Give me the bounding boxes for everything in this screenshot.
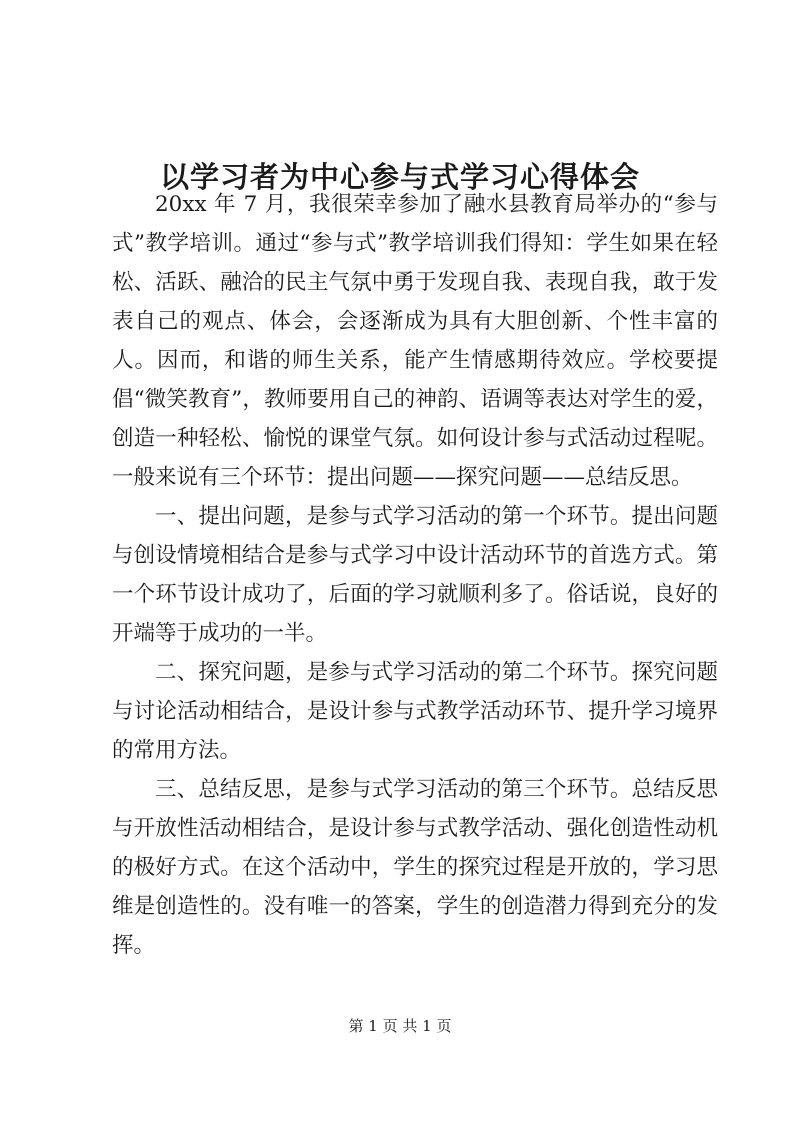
paragraph-step-one: 一、提出问题，是参与式学习活动的第一个环节。提出问题与创设情境相结合是参与式学习中设计活动环节的首选方式。第一个环节设计成功了，后面的学习就顺利多了。俗话说，良好的开端等于成功的一半。	[112, 504, 718, 646]
paragraph-step-two: 二、探究问题，是参与式学习活动的第二个环节。探究问题与讨论活动相结合，是设计参与式教学活动环节、提升学习境界的常用方法。	[112, 660, 718, 763]
paragraph-step-three: 三、总结反思，是参与式学习活动的第三个环节。总结反思与开放性活动相结合，是设计参与式教学活动、强化创造性动机的极好方式。在这个活动中，学生的探究过程是开放的，学习思维是创造性的。没有唯一的答案，学生的创造潜力得到充分的发挥。	[112, 777, 718, 958]
page-title: 以学习者为中心参与式学习心得体会	[159, 160, 640, 195]
document-body	[112, 185, 718, 965]
page-footer: 第 1 页 共 1 页	[348, 1017, 452, 1035]
paragraph-intro: 20xx 年 7 月，我很荣幸参加了融水县教育局举办的“参与式”教学培训。通过“参与式”教学培训我们得知：学生如果在轻松、活跃、融洽的民主气氛中勇于发现自我、表现自我，敢于发表自己的观点、体会，会逐渐成为具有大胆创新、个性丰富的人。因而，和谐的师生关系，能产生情感期待效应。学校要提倡“微笑教育”，教师要用自己的神韵、语调等表达对学生的爱，创造一种轻松、愉悦的课堂气氛。如何设计参与式活动过程呢。一般来说有三个环节：提出问题——探究问题——总结反思。	[112, 192, 718, 490]
